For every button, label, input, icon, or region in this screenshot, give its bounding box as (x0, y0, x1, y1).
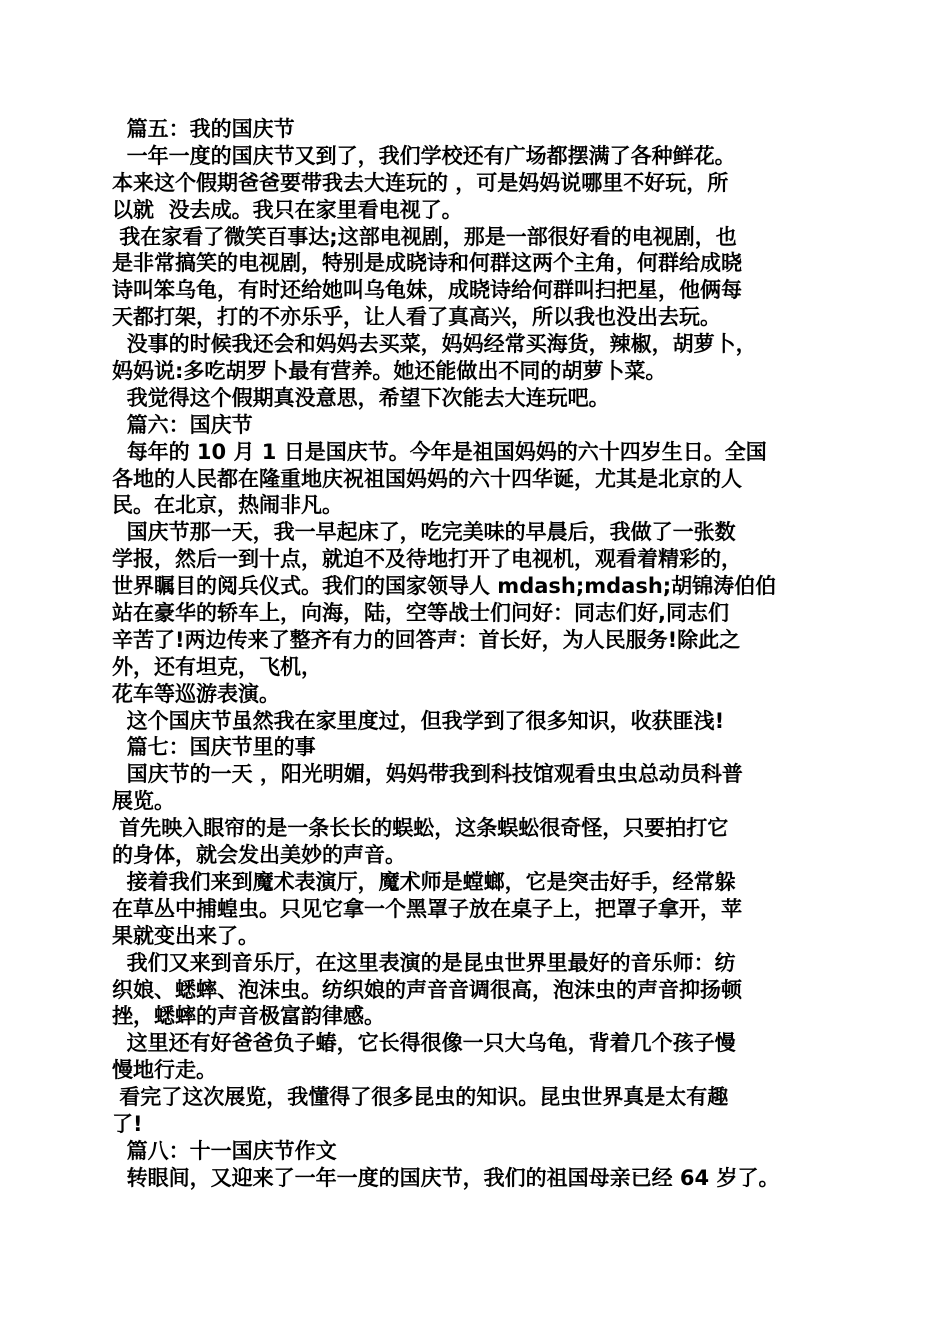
text-line: 国庆节那一天，我一早起床了，吃完美味的早晨后，我做了一张数 (112, 520, 736, 545)
text-line: 学报，然后一到十点，就迫不及待地打开了电视机，观看着精彩的， (112, 547, 742, 572)
heading-pian-liu: 篇六：国庆节 (112, 412, 253, 437)
text-line: 织娘、蟋蟀、泡沫虫。纺织娘的声音音调很高，泡沫虫的声音抑扬顿 (112, 977, 742, 1002)
text-line: 挫，蟋蟀的声音极富韵律感。 (112, 1004, 385, 1029)
text-line: 世界瞩目的阅兵仪式。我们的国家领导人 mdash;mdash;胡锦涛伯伯 (112, 574, 777, 599)
text-line: 外，还有坦克，飞机， (112, 654, 322, 679)
text-line: 接着我们来到魔术表演厅，魔术师是螳螂，它是突击好手，经常躲 (112, 869, 736, 894)
text-line: 站在豪华的轿车上，向海，陆，空等战士们问好：同志们好,同志们 (112, 601, 729, 626)
text-line: 我觉得这个假期真没意思，希望下次能去大连玩吧。 (112, 385, 610, 410)
heading-pian-qi: 篇七：国庆节里的事 (112, 735, 316, 760)
text-line: 首先映入眼帘的是一条长长的蜈蚣，这条蜈蚣很奇怪，只要拍打它 (112, 816, 729, 841)
text-line: 我在家看了微笑百事达;这部电视剧，那是一部很好看的电视剧，也 (112, 224, 737, 249)
document-body (112, 116, 850, 1192)
text-line: 妈妈说:多吃胡罗卜最有营养。她还能做出不同的胡萝卜菜。 (112, 359, 667, 384)
text-line: 果就变出来了。 (112, 923, 259, 948)
text-line: 这里还有好爸爸负子蝽，它长得很像一只大乌龟，背着几个孩子慢 (112, 1031, 736, 1056)
text-line: 转眼间，又迎来了一年一度的国庆节，我们的祖国母亲已经 64 岁了。 (112, 1165, 780, 1190)
text-line: 在草丛中捕蝗虫。只见它拿一个黑罩子放在桌子上，把罩子拿开，苹 (112, 896, 742, 921)
text-line: 看完了这次展览，我懂得了很多昆虫的知识。昆虫世界真是太有趣 (112, 1085, 729, 1110)
text-line: 民。在北京，热闹非凡。 (112, 493, 343, 518)
text-line: 是非常搞笑的电视剧，特别是成晓诗和何群这两个主角，何群给成晓 (112, 251, 742, 276)
text-line: 的身体，就会发出美妙的声音。 (112, 843, 406, 868)
text-line: 天都打架，打的不亦乐乎，让人看了真高兴，所以我也没出去玩。 (112, 305, 721, 330)
text-line: 辛苦了!两边传来了整齐有力的回答声：首长好，为人民服务!除此之 (112, 627, 741, 652)
text-line: 各地的人民都在隆重地庆祝祖国妈妈的六十四华诞，尤其是北京的人 (112, 466, 742, 491)
text-line: 一年一度的国庆节又到了，我们学校还有广场都摆满了各种鲜花。 (112, 143, 736, 168)
heading-pian-wu: 篇五：我的国庆节 (112, 117, 295, 141)
text-line: 这个国庆节虽然我在家里度过，但我学到了很多知识，收获匪浅! (112, 708, 725, 733)
text-line: 诗叫笨乌龟，有时还给她叫乌龟妹，成晓诗给何群叫扫把星，他俩每 (112, 278, 742, 303)
heading-pian-ba: 篇八：十一国庆节作文 (112, 1138, 337, 1163)
text-line: 本来这个假期爸爸要带我去大连玩的 ，可是妈妈说哪里不好玩，所 (112, 170, 729, 195)
text-line: 了! (112, 1111, 143, 1136)
text-line: 国庆节的一天 ，阳光明媚，妈妈带我到科技馆观看虫虫总动员科普 (112, 762, 743, 787)
text-line: 花车等巡游表演。 (112, 681, 280, 706)
text-line: 我们又来到音乐厅，在这里表演的是昆虫世界里最好的音乐师：纺 (112, 950, 736, 975)
text-line: 慢地行走。 (112, 1058, 217, 1083)
text-line: 以就 没去成。我只在家里看电视了。 (112, 197, 463, 222)
text-line: 每年的 10 月 1 日是国庆节。今年是祖国妈妈的六十四岁生日。全国 (112, 439, 767, 464)
text-line: 展览。 (112, 789, 175, 814)
text-line: 没事的时候我还会和妈妈去买菜，妈妈经常买海货，辣椒，胡萝卜， (112, 332, 757, 357)
